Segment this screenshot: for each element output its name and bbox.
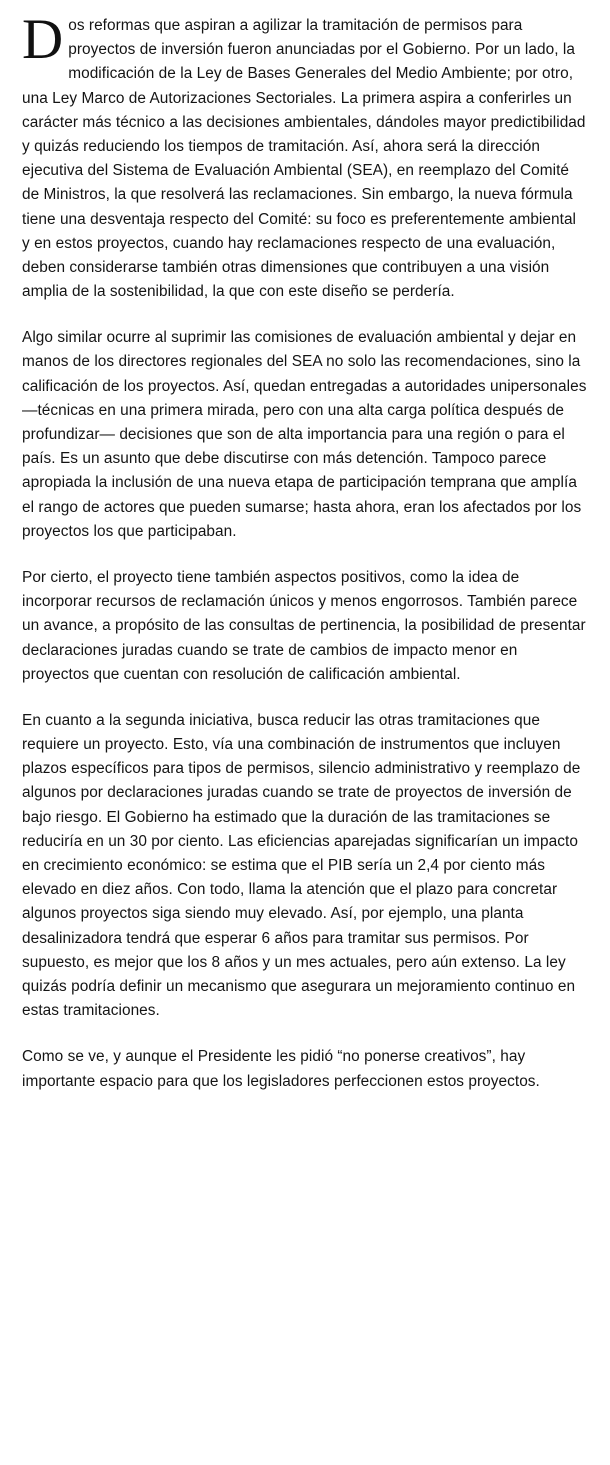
paragraph-4: En cuanto a la segunda iniciativa, busca reducir las otras tramitaciones que requiere un proyecto. Esto, vía una combinación de instrumentos que incluyen plazos específicos para tipos de permisos, silencio administrativo y reemplazo de algunos por declaraciones juradas cuando se trate de proyectos de inversión de bajo riesgo. El Gobierno ha estimado que la duración de las tramitaciones se reduciría en un 30 por ciento. Las eficiencias aparejadas significarían un impacto en crecimiento económico: se estima que el PIB sería un 2,4 por ciento más elevado en diez años. Con todo, llama la atención que el plazo para concretar algunos proyectos siga siendo muy elevado. Así, por ejemplo, una planta desalinizadora tendrá que esperar 6 años para tramitar sus permisos. Por supuesto, es mejor que los 8 años y un mes actuales, pero aún extenso. La ley quizás podría definir un mecanismo que asegurara un mejoramiento continuo en estas tramitaciones. [22,711,581,1020]
paragraph-1 [22,8,588,304]
paragraph-1-text: os reformas que aspiran a agilizar la tramitación de permisos para proyectos de inversión fueron anunciadas por el Gobierno. Por un lado, la modificación de la Ley de Bases Generales del Medio Ambiente; por otro, una Ley Marco de Autorizaciones Sectoriales. La primera aspira a conferirles un carácter más técnico a las decisiones ambientales, dándoles mayor predictibilidad y quizás reduciendo los tiempos de tramitación. Así, ahora será la dirección ejecutiva del Sistema de Evaluación Ambiental (SEA), en reemplazo del Comité de Ministros, la que resolverá las reclamaciones. Sin embargo, la nueva fórmula tiene una desventaja respecto del Comité: su foco es preferentemente ambiental y en estos proyectos, cuando hay reclamaciones respecto de una evaluación, deben considerarse también otras dimensiones que contribuyen a una visión amplia de la sostenibilidad, la que con este diseño se perdería. [22,17,586,301]
drop-cap: D [22,8,64,71]
paragraph-3: Por cierto, el proyecto tiene también aspectos positivos, como la idea de incorporar recursos de reclamación únicos y menos engorrosos. También parece un avance, a propósito de las consultas de pertinencia, la posibilidad de presentar declaraciones juradas cuando se trate de cambios de impacto menor en proyectos que cuentan con resolución de calificación ambiental. [22,568,586,683]
paragraph-5: Como se ve, y aunque el Presidente les pidió “no ponerse creativos”, hay importante espacio para que los legisladores perfeccionen estos proyectos. [22,1048,540,1090]
paragraph-2: Algo similar ocurre al suprimir las comisiones de evaluación ambiental y dejar en manos de los directores regionales del SEA no solo las recomendaciones, sino la calificación de los proyectos. Así, quedan entregadas a autoridades unipersonales —técnicas en una primera mirada, pero con una alta carga política después de profundizar— decisiones que son de alta importancia para una región o para el país. Es un asunto que debe discutirse con más detención. Tampoco parece apropiada la inclusión de una nueva etapa de participación temprana que amplía el rango de actores que pueden sumarse; hasta ahora, eran los afectados por los proyectos los que participaban. [22,329,587,540]
